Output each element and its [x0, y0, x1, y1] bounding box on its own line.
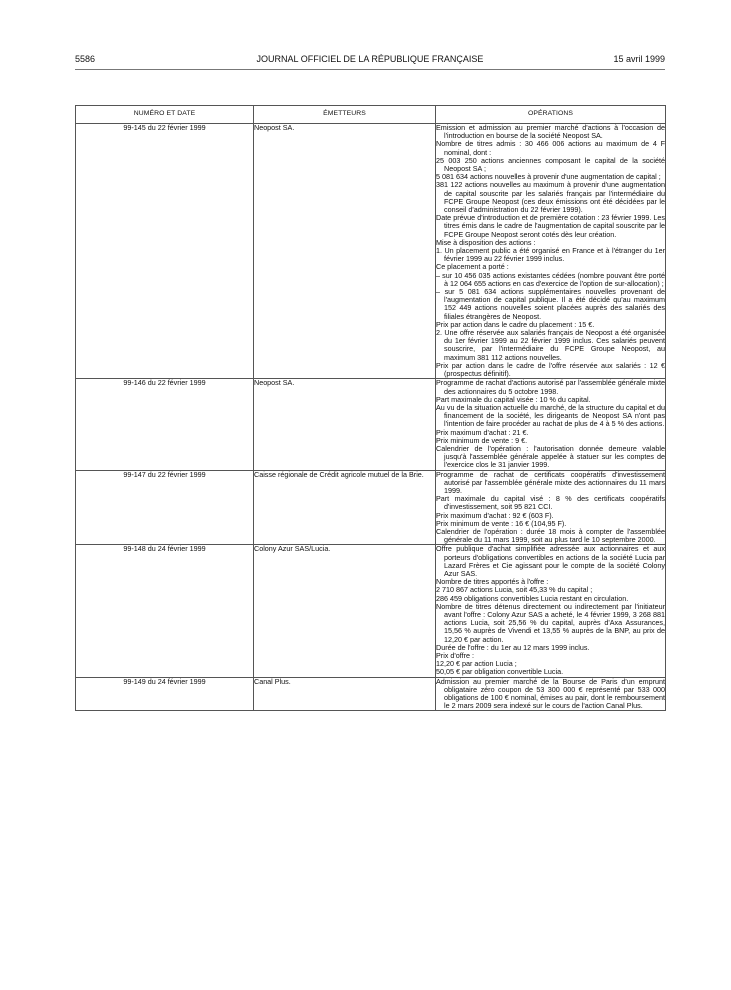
- table-row: [76, 124, 666, 379]
- operation-paragraph: – sur 10 456 035 actions existantes cédées (nombre pouvant être porté à 12 064 655 actions en cas d'exercice de l'option de sur-allocation) ;: [436, 270, 665, 288]
- column-header-numero: NUMÉRO ET DATE: [76, 106, 254, 124]
- operation-paragraph: Programme de rachat de certificats coopératifs d'investissement autorisé par l'assemblée générale mixte des actionnaires du 11 mars 1999.: [436, 469, 665, 495]
- entry-operations: [436, 124, 666, 379]
- entry-issuer: Canal Plus.: [254, 677, 436, 711]
- operation-paragraph: – sur 5 081 634 actions supplémentaires nouvelles provenant de l'augmentation de capital publique. Il a été décidé qu'au maximum 152 449 actions nouvelles soient placées auprès des salariés des filiales étrangères de Neopost.: [436, 287, 665, 321]
- entry-number-date: 99-145 du 22 février 1999: [76, 124, 254, 379]
- operation-paragraph: Nombre de titres détenus directement ou indirectement par l'initiateur avant l'offre : Colony Azur SAS a acheté, le 4 février 1999, 3 268 881 actions Lucia, soit 25,56 % du capital, auprès d'Axa Assurances, 15,56 % auprès de Vivendi et 13,55 % auprès de la BNP, au prix de 12,20 € par action.: [436, 601, 665, 644]
- operation-paragraph: Mise à disposition des actions :: [436, 237, 536, 247]
- operation-paragraph: Prix par action dans le cadre de l'offre réservée aux salariés : 12 € (prospectus définitif).: [436, 360, 665, 379]
- journal-title: JOURNAL OFFICIEL DE LA RÉPUBLIQUE FRANÇAISE: [256, 54, 484, 64]
- operation-paragraph: Ce placement a porté :: [436, 262, 509, 272]
- entry-issuer: Neopost SA.: [254, 124, 436, 379]
- header-rule: [75, 69, 665, 70]
- entry-issuer: Neopost SA.: [254, 379, 436, 470]
- operation-paragraph: Prix par action dans le cadre du placement : 15 €.: [436, 319, 595, 329]
- entry-operations: [436, 379, 666, 470]
- operation-paragraph: Emission et admission au premier marché d'actions à l'occasion de l'introduction en bourse de la société Neopost SA.: [436, 123, 665, 141]
- operation-paragraph: Prix maximum d'achat : 92 € (603 F).: [436, 510, 554, 520]
- table-row: [76, 677, 666, 711]
- table-row: [76, 470, 666, 545]
- operation-paragraph: Offre publique d'achat simplifiée adressée aux actionnaires et aux porteurs d'obligations convertibles en actions de la société Lucia par Lazard Frères et Cie agissant pour le compte de la société Colony Azur SAS.: [436, 544, 665, 578]
- operation-paragraph: Part maximale du capital visé : 8 % des certificats coopératifs d'investissement, soit 95 821 CCI.: [436, 494, 665, 512]
- operation-paragraph: 12,20 € par action Lucia ;: [436, 659, 517, 669]
- operation-paragraph: Prix maximum d'achat : 21 €.: [436, 427, 529, 437]
- operation-paragraph: Part maximale du capital visée : 10 % du capital.: [436, 394, 591, 404]
- page-number: 5586: [75, 54, 96, 64]
- operation-paragraph: Admission au premier marché de la Bourse de Paris d'un emprunt obligataire zéro coupon de 53 300 000 € représenté par 533 000 obligations de 100 € nominal, émises au pair, dont le remboursement le 2 mars 2009 sera indexé sur le cours de l'action Canal Plus.: [436, 676, 665, 711]
- entry-operations: [436, 677, 666, 711]
- table-row: [76, 545, 666, 677]
- operation-paragraph: 2 710 867 actions Lucia, soit 45,33 % du capital ;: [436, 585, 593, 595]
- entry-operations: [436, 470, 666, 545]
- entry-operations: [436, 545, 666, 677]
- entry-number-date: 99-149 du 24 février 1999: [76, 677, 254, 711]
- table-body: [76, 124, 666, 711]
- operation-paragraph: Durée de l'offre : du 1er au 12 mars 1999 inclus.: [436, 642, 590, 652]
- operation-paragraph: Calendrier de l'opération : durée 18 mois à compter de l'assemblée générale du 11 mars 1999, soit au plus tard le 10 septembre 2000.: [436, 526, 665, 545]
- operation-paragraph: Nombre de titres admis : 30 466 006 actions au maximum de 4 F nominal, dont :: [436, 139, 665, 157]
- operation-paragraph: Prix minimum de vente : 9 €.: [436, 435, 528, 445]
- operation-paragraph: Nombre de titres apportés à l'offre :: [436, 577, 549, 587]
- entry-number-date: 99-147 du 22 février 1999: [76, 470, 254, 545]
- operation-paragraph: 286 459 obligations convertibles Lucia restant en circulation.: [436, 593, 629, 603]
- entry-issuer: Colony Azur SAS/Lucia.: [254, 545, 436, 677]
- operation-paragraph: Prix d'offre :: [436, 651, 474, 660]
- operations-table: [75, 105, 666, 711]
- operation-paragraph: Calendrier de l'opération : l'autorisation donnée demeure valable jusqu'à l'assemblée générale appelée à statuer sur les comptes de l'exercice clos le 31 janvier 1999.: [436, 443, 665, 470]
- operation-paragraph: 50,05 € par obligation convertible Lucia.: [436, 667, 564, 677]
- table-row: [76, 379, 666, 470]
- column-header-operations: OPÉRATIONS: [436, 106, 666, 124]
- operation-paragraph: 5 081 634 actions nouvelles à provenir d'une augmentation de capital ;: [436, 172, 661, 182]
- column-header-emetteurs: ÉMETTEURS: [254, 106, 436, 124]
- operation-paragraph: 2. Une offre réservée aux salariés français de Neopost a été organisée du 1er février 1999 au 22 février 1999 inclus. Ces salariés peuvent souscrire, par l'intermédiaire du FCPE Groupe Neopost, au maximum 381 112 actions nouvelles.: [436, 328, 665, 362]
- operation-paragraph: 381 122 actions nouvelles au maximum à provenir d'une augmentation de capital souscrite par les salariés français par l'intermédiaire du FCPE Groupe Neopost (ces deux émissions ont été décidées par le conseil d'administration du 22 février 1999).: [436, 180, 665, 215]
- issue-date: 15 avril 1999: [613, 54, 665, 64]
- operation-paragraph: Prix minimum de vente : 16 € (104,95 F).: [436, 518, 567, 528]
- entry-number-date: 99-146 du 22 février 1999: [76, 379, 254, 470]
- operation-paragraph: Programme de rachat d'actions autorisé par l'assemblée générale mixte des actionnaires du 5 octobre 1998.: [436, 378, 665, 396]
- entry-number-date: 99-148 du 24 février 1999: [76, 545, 254, 677]
- page-header: [75, 54, 665, 68]
- operation-paragraph: 25 003 250 actions anciennes composant le capital de la société Neopost SA ;: [436, 155, 665, 174]
- operation-paragraph: 1. Un placement public a été organisé en France et à l'étranger du 1er février 1999 au 22 février 1999 inclus.: [436, 246, 665, 264]
- table-header-row: [76, 106, 666, 124]
- operation-paragraph: Au vu de la situation actuelle du marché, de la structure du capital et du financement de la société, les dirigeants de Neopost SA n'ont pas l'intention de faire procéder au rachat de plus de 4 à 5 % des actions.: [436, 402, 665, 429]
- entry-issuer: Caisse régionale de Crédit agricole mutuel de la Brie.: [254, 470, 436, 545]
- operation-paragraph: Date prévue d'introduction et de première cotation : 23 février 1999. Les titres émis dans le cadre de l'augmentation de capital souscrite par le FCPE Groupe Neopost seront cotés dès leur création.: [436, 213, 665, 239]
